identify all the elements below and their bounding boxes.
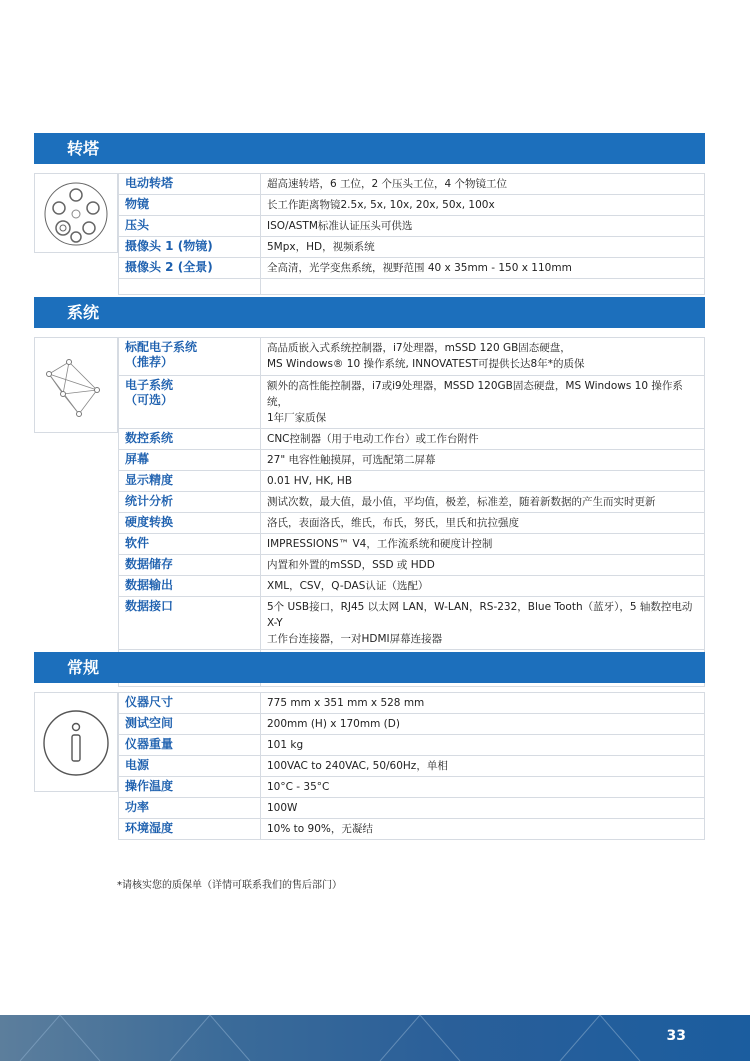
spec-label: 电动转塔 xyxy=(119,174,261,195)
turret-icon-box xyxy=(34,173,118,253)
table-spacer-row xyxy=(119,279,705,295)
table-row xyxy=(119,693,705,714)
spec-value: 200mm (H) x 170mm (D) xyxy=(261,714,705,735)
spec-value: 高品质嵌入式系统控制器，i7处理器，mSSD 120 GB固态硬盘， MS Windows® 10 操作系统, INNOVATEST可提供长达8年*的质保 xyxy=(261,338,705,376)
spec-value: 内置和外置的mSSD，SSD 或 HDD xyxy=(261,555,705,576)
spec-label: 软件 xyxy=(119,534,261,555)
spec-label: 显示精度 xyxy=(119,471,261,492)
turret-icon xyxy=(41,179,111,249)
spec-value: 额外的高性能控制器，i7或i9处理器，MSSD 120GB固态硬盘，MS Windows 10 操作系统， 1年厂家质保 xyxy=(261,376,705,429)
table-row xyxy=(119,798,705,819)
table-row xyxy=(119,735,705,756)
section-title: 转塔 xyxy=(34,133,705,164)
table-row xyxy=(119,534,705,555)
network-icon xyxy=(41,346,111,426)
spec-label: 硬度转换 xyxy=(119,513,261,534)
table-row xyxy=(119,777,705,798)
table-row xyxy=(119,513,705,534)
spec-label: 仪器尺寸 xyxy=(119,693,261,714)
network-icon-box xyxy=(34,337,118,433)
spec-label: 功率 xyxy=(119,798,261,819)
table-row xyxy=(119,471,705,492)
spec-value: 洛氏，表面洛氏，维氏，布氏，努氏，里氏和抗拉强度 xyxy=(261,513,705,534)
spec-value: ISO/ASTM标准认证压头可供选 xyxy=(261,216,705,237)
section-turret xyxy=(34,133,705,274)
spec-label: 测试空间 xyxy=(119,714,261,735)
footnote: *请核实您的质保单（详情可联系我们的售后部门） xyxy=(117,880,342,891)
info-icon-box xyxy=(34,692,118,792)
spec-label: 摄像头 1 (物镜) xyxy=(119,237,261,258)
table-row xyxy=(119,174,705,195)
table-row xyxy=(119,376,705,429)
spec-label: 电子系统 （可选） xyxy=(119,376,261,429)
spec-value: 全高清，光学变焦系统，视野范围 40 x 35mm - 150 x 110mm xyxy=(261,258,705,279)
spec-label: 标配电子系统 （推荐） xyxy=(119,338,261,376)
info-icon xyxy=(41,708,111,778)
spec-value: 0.01 HV, HK, HB xyxy=(261,471,705,492)
section-system xyxy=(34,297,705,645)
spec-table xyxy=(118,173,705,295)
spec-value: 100VAC to 240VAC, 50/60Hz，单相 xyxy=(261,756,705,777)
spec-value: 测试次数，最大值，最小值，平均值，极差，标准差，随着新数据的产生而实时更新 xyxy=(261,492,705,513)
spec-value: 27" 电容性触摸屏，可选配第二屏幕 xyxy=(261,450,705,471)
spec-value: 775 mm x 351 mm x 528 mm xyxy=(261,693,705,714)
spec-label: 屏幕 xyxy=(119,450,261,471)
table-row xyxy=(119,756,705,777)
spec-label: 环境湿度 xyxy=(119,819,261,840)
spec-label: 数据接口 xyxy=(119,597,261,650)
spec-table xyxy=(118,337,705,687)
spec-value: 10°C - 35°C xyxy=(261,777,705,798)
table-row xyxy=(119,195,705,216)
spec-label: 压头 xyxy=(119,216,261,237)
spec-value: CNC控制器（用于电动工作台）或工作台附件 xyxy=(261,429,705,450)
table-row xyxy=(119,492,705,513)
section-title: 系统 xyxy=(34,297,705,328)
spec-value: 5Mpx，HD，视频系统 xyxy=(261,237,705,258)
table-row xyxy=(119,429,705,450)
bridge-cables-decoration xyxy=(0,1015,750,1061)
table-row xyxy=(119,338,705,376)
spec-table xyxy=(118,692,705,840)
table-row xyxy=(119,597,705,650)
spec-value: XML，CSV，Q-DAS认证（选配） xyxy=(261,576,705,597)
spec-value: IMPRESSIONS™ V4，工作流系统和硬度计控制 xyxy=(261,534,705,555)
spec-label: 数据储存 xyxy=(119,555,261,576)
spec-value: 长工作距离物镜2.5x, 5x, 10x, 20x, 50x, 100x xyxy=(261,195,705,216)
spec-label: 摄像头 2 (全景) xyxy=(119,258,261,279)
spec-label: 物镜 xyxy=(119,195,261,216)
spec-label: 仪器重量 xyxy=(119,735,261,756)
table-row xyxy=(119,576,705,597)
table-row xyxy=(119,258,705,279)
spec-value: 5个 USB接口，RJ45 以太网 LAN，W-LAN，RS-232，Blue Tooth（蓝牙），5 轴数控电动X-Y 工作台连接器，一对HDMI屏幕连接器 xyxy=(261,597,705,650)
spec-label: 电源 xyxy=(119,756,261,777)
section-title: 常规 xyxy=(34,652,705,683)
table-row xyxy=(119,819,705,840)
spec-label: 数控系统 xyxy=(119,429,261,450)
section-general xyxy=(34,652,705,835)
table-row xyxy=(119,555,705,576)
table-row xyxy=(119,216,705,237)
spec-label: 统计分析 xyxy=(119,492,261,513)
spec-value: 100W xyxy=(261,798,705,819)
spec-value: 101 kg xyxy=(261,735,705,756)
spec-value: 10% to 90%，无凝结 xyxy=(261,819,705,840)
table-row xyxy=(119,237,705,258)
page-number: 33 xyxy=(666,1028,686,1044)
table-row xyxy=(119,714,705,735)
spec-value: 超高速转塔，6 工位，2 个压头工位，4 个物镜工位 xyxy=(261,174,705,195)
spec-label: 操作温度 xyxy=(119,777,261,798)
table-row xyxy=(119,450,705,471)
footer-banner xyxy=(0,1015,750,1061)
spec-label: 数据输出 xyxy=(119,576,261,597)
